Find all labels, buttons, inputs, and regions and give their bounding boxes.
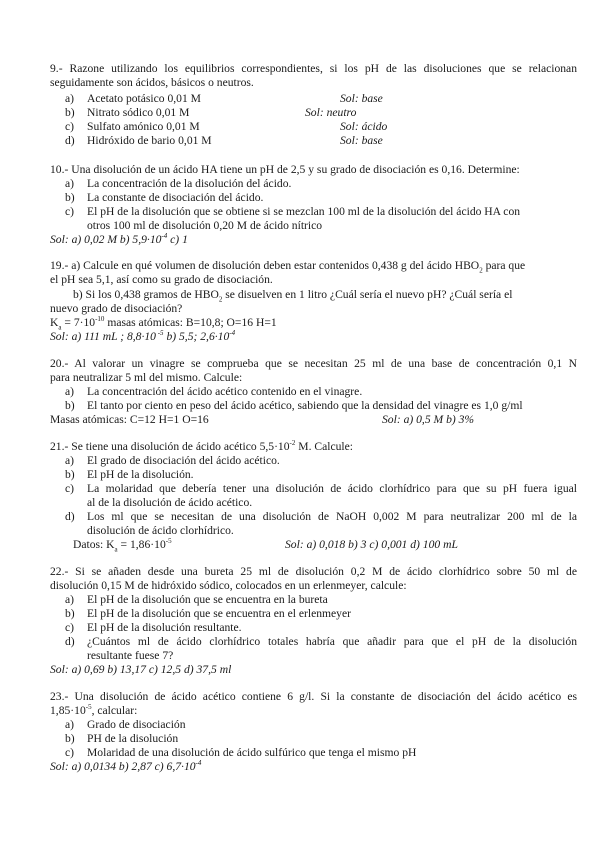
q10-item-c-line2: otros 100 ml de disolución 0,20 M de ácido nítrico — [87, 219, 323, 232]
q10-item-c-line1: El pH de la disolución que se obtiene si se mezclan 100 ml de la disolución del ácido HA con — [87, 205, 521, 218]
q22-letter-a: a) — [65, 593, 75, 606]
q9-item-d-text: Hidróxido de bario 0,01 M — [87, 134, 212, 147]
q10-solution: Sol: a) 0,02 M b) $5,9\cdot 10^{-4}$ c) 1 — [50, 232, 188, 246]
q23-letter-b: b) — [65, 732, 75, 745]
q21-item-a: El grado de disociación del ácido acético. — [87, 454, 280, 467]
q9-item-a-solution: Sol: base — [340, 92, 383, 105]
q22-item-b: El pH de la disolución que se encuentra en el erlenmeyer — [87, 607, 351, 620]
q23-letter-c: c) — [65, 746, 75, 759]
q21-letter-c: c) — [65, 482, 75, 495]
q10-stem: 10.- Una disolución de un ácido HA tiene un pH de 2,5 y su grado de disociación es 0,16. Determine: — [50, 163, 520, 176]
q20-stem-line2: para neutralizar 5 ml del mismo. Calcule: — [50, 371, 243, 384]
q21-item-c-line1: La molaridad que debería tener una disolución de ácido clorhídrico para que su pH fuera igual — [87, 482, 577, 495]
q19-solution: Sol: a) 111 mL ; 8,8·10 $^{-5}$ b) 5,5; $2,6\cdot 10^{-4}$ — [50, 329, 236, 343]
q20-atomic-masses: Masas atómicas: C=12 H=1 O=16 — [50, 413, 209, 426]
q19-part-b-line2: nuevo grado de disociación? — [50, 302, 183, 315]
q10-letter-b: b) — [65, 191, 75, 204]
q9-item-b-letter: b) — [65, 106, 75, 119]
q20-letter-a: a) — [65, 385, 75, 398]
q22-letter-d: d) — [65, 635, 75, 648]
q21-solution: Sol: a) 0,018 b) 3 c) 0,001 d) 100 mL — [285, 538, 458, 551]
q23-item-b: PH de la disolución — [87, 732, 179, 745]
q10-letter-c: c) — [65, 205, 75, 218]
q23-stem-line1: 23.- Una disolución de ácido acético contiene 6 g/l. Si la constante de disociación del ácido acético es — [50, 690, 577, 703]
q10-item-b: La constante de disociación del ácido. — [87, 191, 264, 204]
q22-item-d-line2: resultante fuese 7? — [87, 649, 174, 662]
q9-item-a-letter: a) — [65, 92, 75, 105]
q9-item-d-letter: d) — [65, 134, 75, 147]
q22-stem-line1: 22.- Si se añaden desde una bureta 25 ml de disolución 0,2 M de ácido clorhídrico sobre 50 ml de — [50, 565, 577, 578]
q21-letter-a: a) — [65, 454, 75, 467]
q21-item-c-line2: al de la disolución de ácido acético. — [87, 496, 253, 509]
q20-solution: Sol: a) 0,5 M b) 3% — [382, 413, 475, 426]
q21-item-d-line1: Los ml que se necesitan de una disolución de NaOH 0,002 M para neutralizar 200 ml de la — [87, 510, 577, 523]
q23-item-a: Grado de disociación — [87, 718, 186, 731]
q20-item-b: El tanto por ciento en peso del ácido acético, sabiendo que la densidad del vinagre es 1,0 g/ml — [87, 399, 523, 412]
q10-item-a: La concentración de la disolución del ácido. — [87, 177, 292, 190]
q23-solution: Sol: a) 0,0134 b) 2,87 c) $6,7\cdot 10^{-4}$ — [50, 759, 202, 773]
q23-letter-a: a) — [65, 718, 75, 731]
q22-solution: Sol: a) 0,69 b) 13,17 c) 12,5 d) 37,5 ml — [50, 663, 232, 676]
q22-letter-c: c) — [65, 621, 75, 634]
q22-item-c: El pH de la disolución resultante. — [87, 621, 242, 634]
q21-letter-b: b) — [65, 468, 75, 481]
q10-letter-a: a) — [65, 177, 75, 190]
q21-item-b: El pH de la disolución. — [87, 468, 194, 481]
q9-item-c-solution: Sol: ácido — [340, 120, 388, 133]
q20-letter-b: b) — [65, 399, 75, 412]
q19-part-a-line2: el pH sea 5,1, así como su grado de disociación. — [50, 273, 273, 286]
q22-item-a: El pH de la disolución que se encuentra en la bureta — [87, 593, 328, 606]
q19-data: $K_a = 7\cdot 10^{-10}$ masas atómicas: B=10,8; O=16 H=1 — [50, 315, 277, 332]
q9-item-d-solution: Sol: base — [340, 134, 383, 147]
q21-item-d-line2: disolución de ácido clorhídrico. — [87, 524, 234, 537]
q9-stem-line1: 9.- Razone utilizando los equilibrios correspondientes, si los pH de las disoluciones que se relacionan — [50, 62, 577, 75]
q9-stem-line2: seguidamente son ácidos, básicos o neutros. — [50, 76, 254, 89]
q21-data: Datos: $K_a = 1,86\cdot 10^{-5}$ — [73, 537, 172, 554]
q20-stem-line1: 20.- Al valorar un vinagre se comprueba que se necesitan 25 ml de una base de concentración 0,1 N — [50, 357, 577, 370]
q22-letter-b: b) — [65, 607, 75, 620]
q21-letter-d: d) — [65, 510, 75, 523]
q19-part-a-line1: 19.- a) Calcule en qué volumen de disolución deben estar contenidos 0,438 g del ácido $HBO_2$ para que — [50, 259, 526, 275]
q21-stem: 21.- Se tiene una disolución de ácido acético $5,5\cdot 10^{-2}$ M. Calcule: — [50, 439, 354, 453]
q22-stem-line2: disolución 0,15 M de hidróxido sódico, colocados en un erlenmeyer, calcule: — [50, 579, 407, 592]
q23-stem-line2: $1,85\cdot 10^{-5}$, calcular: — [50, 703, 138, 717]
q22-item-d-line1: ¿Cuántos ml de ácido clorhídrico totales habría que añadir para que el pH de la disolución — [87, 635, 577, 648]
q19-part-b-line1: b) Si los 0,438 gramos de $HBO_2$ se disuelven en 1 litro ¿Cuál sería el nuevo pH? ¿Cuál sería el — [73, 288, 513, 304]
q9-item-c-text: Sulfato amónico 0,01 M — [87, 120, 200, 133]
q9-item-b-solution: Sol: neutro — [305, 106, 357, 119]
q23-item-c: Molaridad de una disolución de ácido sulfúrico que tenga el mismo pH — [87, 746, 417, 759]
q9-item-c-letter: c) — [65, 120, 75, 133]
q9-item-a-text: Acetato potásico 0,01 M — [87, 92, 201, 105]
q9-item-b-text: Nitrato sódico 0,01 M — [87, 106, 190, 119]
q20-item-a: La concentración del ácido acético contenido en el vinagre. — [87, 385, 363, 398]
